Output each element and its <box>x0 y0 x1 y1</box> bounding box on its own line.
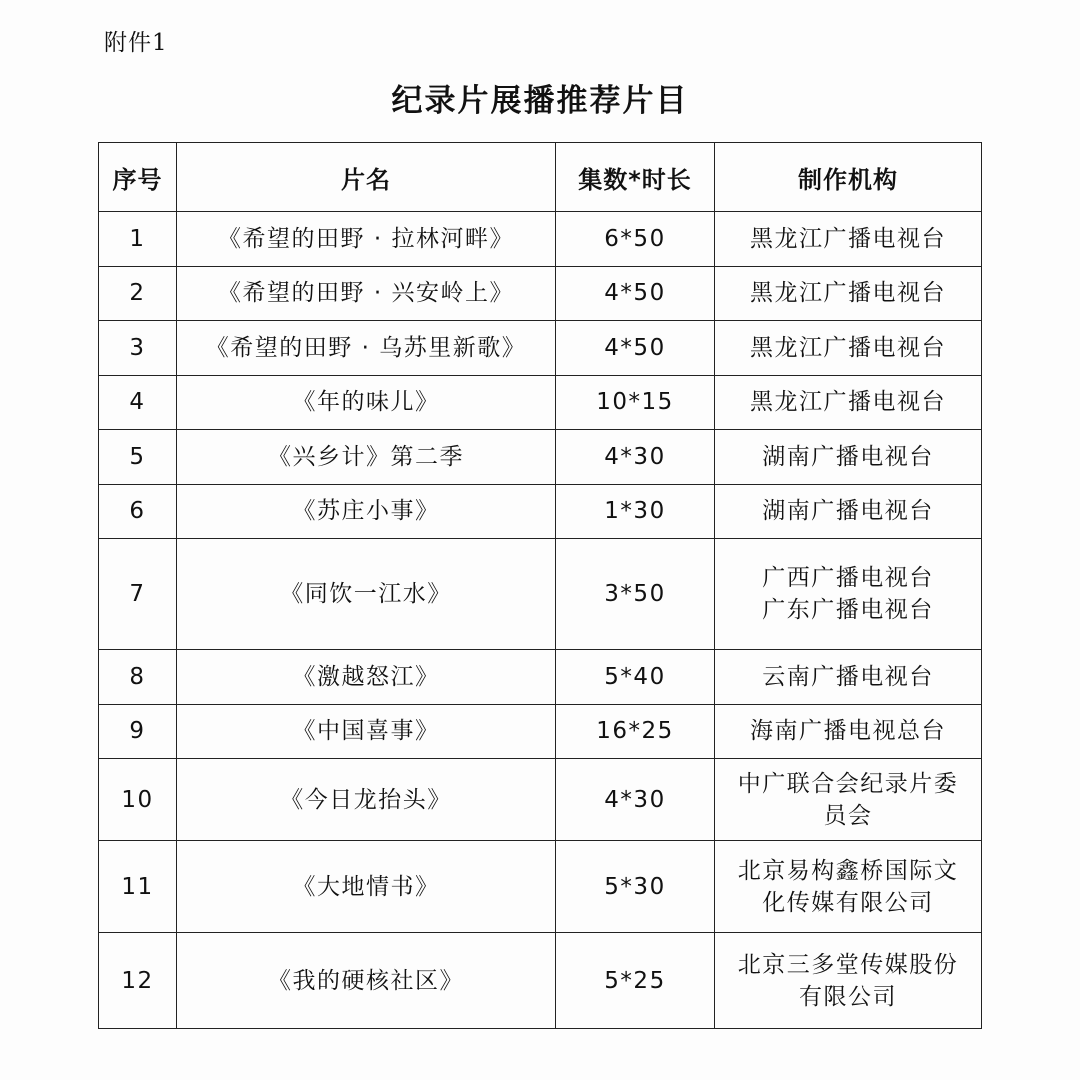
cell-index: 5 <box>99 430 177 485</box>
document-title: 纪录片展播推荐片目 <box>391 83 689 119</box>
header-episodes: 集数*时长 <box>556 143 715 212</box>
header-index: 序号 <box>99 143 177 212</box>
cell-producer: 湖南广播电视台 <box>715 430 982 485</box>
cell-producer: 黑龙江广播电视台 <box>715 266 982 321</box>
attachment-label: 附件1 <box>104 30 168 56</box>
cell-producer: 云南广播电视台 <box>715 650 982 705</box>
cell-episodes: 6*50 <box>556 212 715 267</box>
cell-episodes: 16*25 <box>556 704 715 759</box>
cell-name: 《同饮一江水》 <box>177 539 556 650</box>
cell-episodes: 1*30 <box>556 484 715 539</box>
header-producer: 制作机构 <box>715 143 982 212</box>
cell-episodes: 5*40 <box>556 650 715 705</box>
cell-episodes: 5*25 <box>556 933 715 1029</box>
film-table <box>98 142 982 1029</box>
cell-producer: 黑龙江广播电视台 <box>715 212 982 267</box>
cell-name: 《中国喜事》 <box>177 704 556 759</box>
cell-index: 2 <box>99 266 177 321</box>
table-row <box>99 484 982 539</box>
cell-index: 12 <box>99 933 177 1029</box>
table-row <box>99 933 982 1029</box>
cell-index: 11 <box>99 841 177 933</box>
cell-producer: 黑龙江广播电视台 <box>715 321 982 376</box>
cell-name: 《希望的田野 · 兴安岭上》 <box>177 266 556 321</box>
cell-episodes: 5*30 <box>556 841 715 933</box>
cell-name: 《希望的田野 · 拉林河畔》 <box>177 212 556 267</box>
table-row <box>99 212 982 267</box>
table-row <box>99 430 982 485</box>
cell-producer: 北京易构鑫桥国际文 化传媒有限公司 <box>715 841 982 933</box>
cell-episodes: 4*50 <box>556 321 715 376</box>
table-row <box>99 759 982 841</box>
cell-episodes: 4*30 <box>556 430 715 485</box>
table-row <box>99 841 982 933</box>
table-header-row <box>99 143 982 212</box>
cell-name: 《激越怒江》 <box>177 650 556 705</box>
cell-producer: 广西广播电视台 广东广播电视台 <box>715 539 982 650</box>
cell-index: 1 <box>99 212 177 267</box>
cell-index: 9 <box>99 704 177 759</box>
table-row <box>99 539 982 650</box>
cell-index: 8 <box>99 650 177 705</box>
cell-name: 《兴乡计》第二季 <box>177 430 556 485</box>
cell-index: 4 <box>99 375 177 430</box>
table-row <box>99 266 982 321</box>
cell-episodes: 4*50 <box>556 266 715 321</box>
cell-episodes: 3*50 <box>556 539 715 650</box>
cell-name: 《大地情书》 <box>177 841 556 933</box>
table-row <box>99 321 982 376</box>
cell-episodes: 4*30 <box>556 759 715 841</box>
cell-name: 《我的硬核社区》 <box>177 933 556 1029</box>
cell-name: 《苏庄小事》 <box>177 484 556 539</box>
header-name: 片名 <box>177 143 556 212</box>
cell-name: 《希望的田野 · 乌苏里新歌》 <box>177 321 556 376</box>
table-row <box>99 375 982 430</box>
cell-producer: 湖南广播电视台 <box>715 484 982 539</box>
cell-index: 6 <box>99 484 177 539</box>
cell-index: 3 <box>99 321 177 376</box>
cell-episodes: 10*15 <box>556 375 715 430</box>
cell-index: 10 <box>99 759 177 841</box>
cell-name: 《今日龙抬头》 <box>177 759 556 841</box>
cell-producer: 海南广播电视总台 <box>715 704 982 759</box>
cell-index: 7 <box>99 539 177 650</box>
table-row <box>99 650 982 705</box>
cell-producer: 黑龙江广播电视台 <box>715 375 982 430</box>
cell-producer: 北京三多堂传媒股份 有限公司 <box>715 933 982 1029</box>
table-row <box>99 704 982 759</box>
cell-producer: 中广联合会纪录片委 员会 <box>715 759 982 841</box>
cell-name: 《年的味儿》 <box>177 375 556 430</box>
